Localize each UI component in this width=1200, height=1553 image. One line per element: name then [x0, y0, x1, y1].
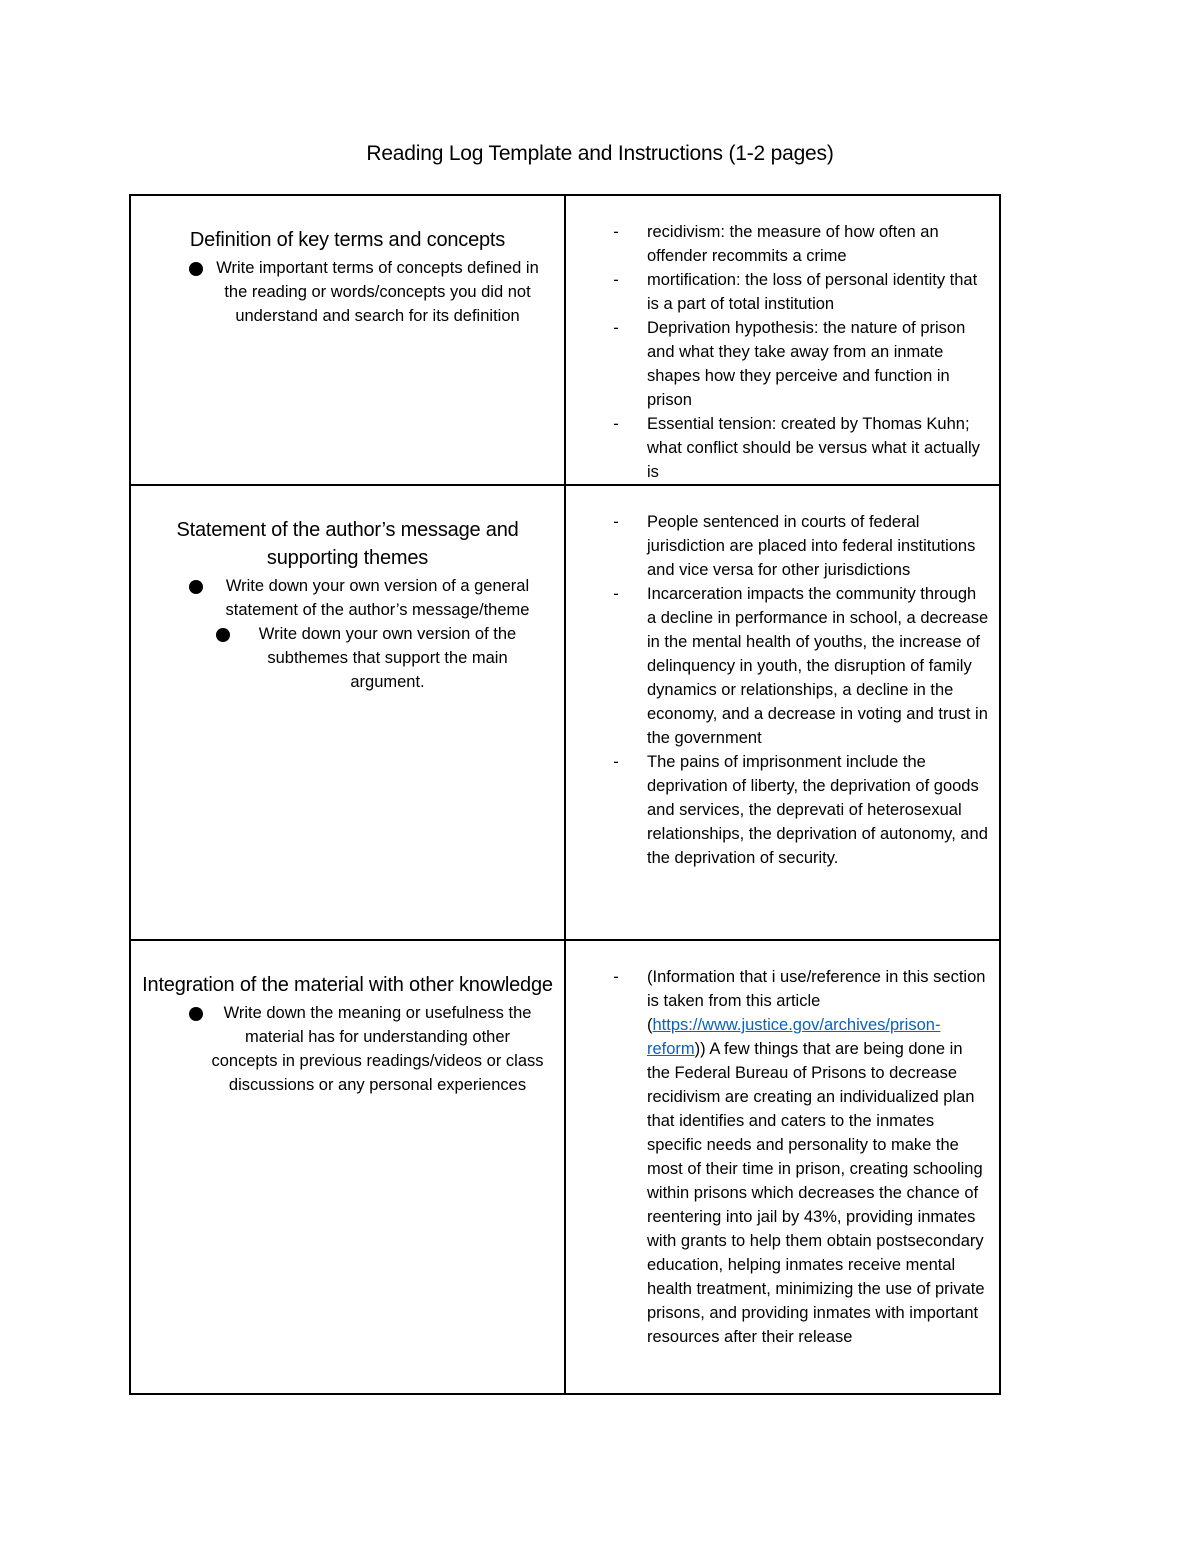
list-item: - Essential tension: created by Thomas Kuhn; what conflict should be versus what it actually is — [566, 412, 989, 484]
section-heading: Definition of key terms and concepts — [189, 229, 506, 251]
list-item: - People sentenced in courts of federal jurisdiction are placed into federal institutions and vice versa for other jurisdictions — [566, 510, 989, 582]
section-heading: Integration of the material with other knowledge — [142, 974, 553, 996]
dash-icon: - — [613, 753, 619, 771]
bullet-icon — [189, 580, 203, 594]
prompt-cell — [130, 940, 565, 1394]
response-list — [566, 220, 989, 484]
list-item: - mortification: the loss of personal identity that is a part of total institution — [566, 268, 989, 316]
list-item: - The pains of imprisonment include the deprivation of liberty, the deprivation of goods and services, the deprevati of heterosexual relationships, the deprivation of autonomy, and the deprivation of security. — [566, 750, 989, 870]
dash-icon: - — [613, 585, 619, 603]
response-cell — [565, 195, 1000, 485]
instruction-item: Write down the meaning or usefulness the material has for understanding other concepts in previous readings/videos or class discussions or any personal experiences — [141, 1001, 554, 1097]
dash-icon: - — [613, 415, 619, 433]
instruction-list — [141, 1001, 554, 1097]
list-item: - Incarceration impacts the community through a decline in performance in school, a decrease in the mental health of youths, the increase of delinquency in youth, the disruption of family dynamics or relationships, a decline in the economy, and a decrease in voting and trust in the government — [566, 582, 989, 750]
dash-icon: - — [613, 319, 619, 337]
dash-icon: - — [613, 271, 619, 289]
response-list — [566, 965, 989, 1349]
bullet-icon — [189, 1007, 203, 1021]
response-list — [566, 510, 989, 870]
bullet-icon — [216, 628, 230, 642]
instruction-item: Write important terms of concepts defined in the reading or words/concepts you did not understand and search for its definition — [141, 256, 554, 328]
page-title: Reading Log Template and Instructions (1-2 pages) — [366, 142, 834, 165]
table-row — [130, 485, 1000, 940]
prompt-cell — [130, 485, 565, 940]
response-cell — [565, 485, 1000, 940]
instruction-list — [141, 256, 554, 328]
dash-icon: - — [613, 223, 619, 241]
list-item: - Deprivation hypothesis: the nature of prison and what they take away from an inmate shapes how they perceive and function in prison — [566, 316, 989, 412]
response-cell — [565, 940, 1000, 1394]
dash-icon: - — [613, 513, 619, 531]
list-item: - recidivism: the measure of how often an offender recommits a crime — [566, 220, 989, 268]
instruction-item: Write down your own version of a general statement of the author’s message/theme — [141, 574, 554, 622]
list-item: - (Information that i use/reference in this section is taken from this article (https://www.justice.gov/archives/prison-reform)) A few things that are being done in the Federal Bureau of Prisons to decrease recidivism are creating an individualized plan that identifies and caters to the inmates specific needs and personality to make the most of their time in prison, creating schooling within prisons which decreases the chance of reentering into jail by 43%, providing inmates with grants to help them obtain postsecondary education, helping inmates receive mental health treatment, minimizing the use of private prisons, and providing inmates with important resources after their release — [566, 965, 989, 1349]
reading-log-table — [129, 194, 1001, 1395]
prompt-cell — [130, 195, 565, 485]
section-heading: Statement of the author’s message and supporting themes — [176, 519, 519, 569]
table-row — [130, 195, 1000, 485]
article-link[interactable]: https://www.justice.gov/archives/prison-reform — [647, 1016, 941, 1058]
bullet-icon — [189, 262, 203, 276]
instruction-list — [141, 574, 554, 694]
table-row — [130, 940, 1000, 1394]
dash-icon: - — [613, 968, 619, 986]
instruction-item: Write down your own version of the subthemes that support the main argument. — [141, 622, 554, 694]
